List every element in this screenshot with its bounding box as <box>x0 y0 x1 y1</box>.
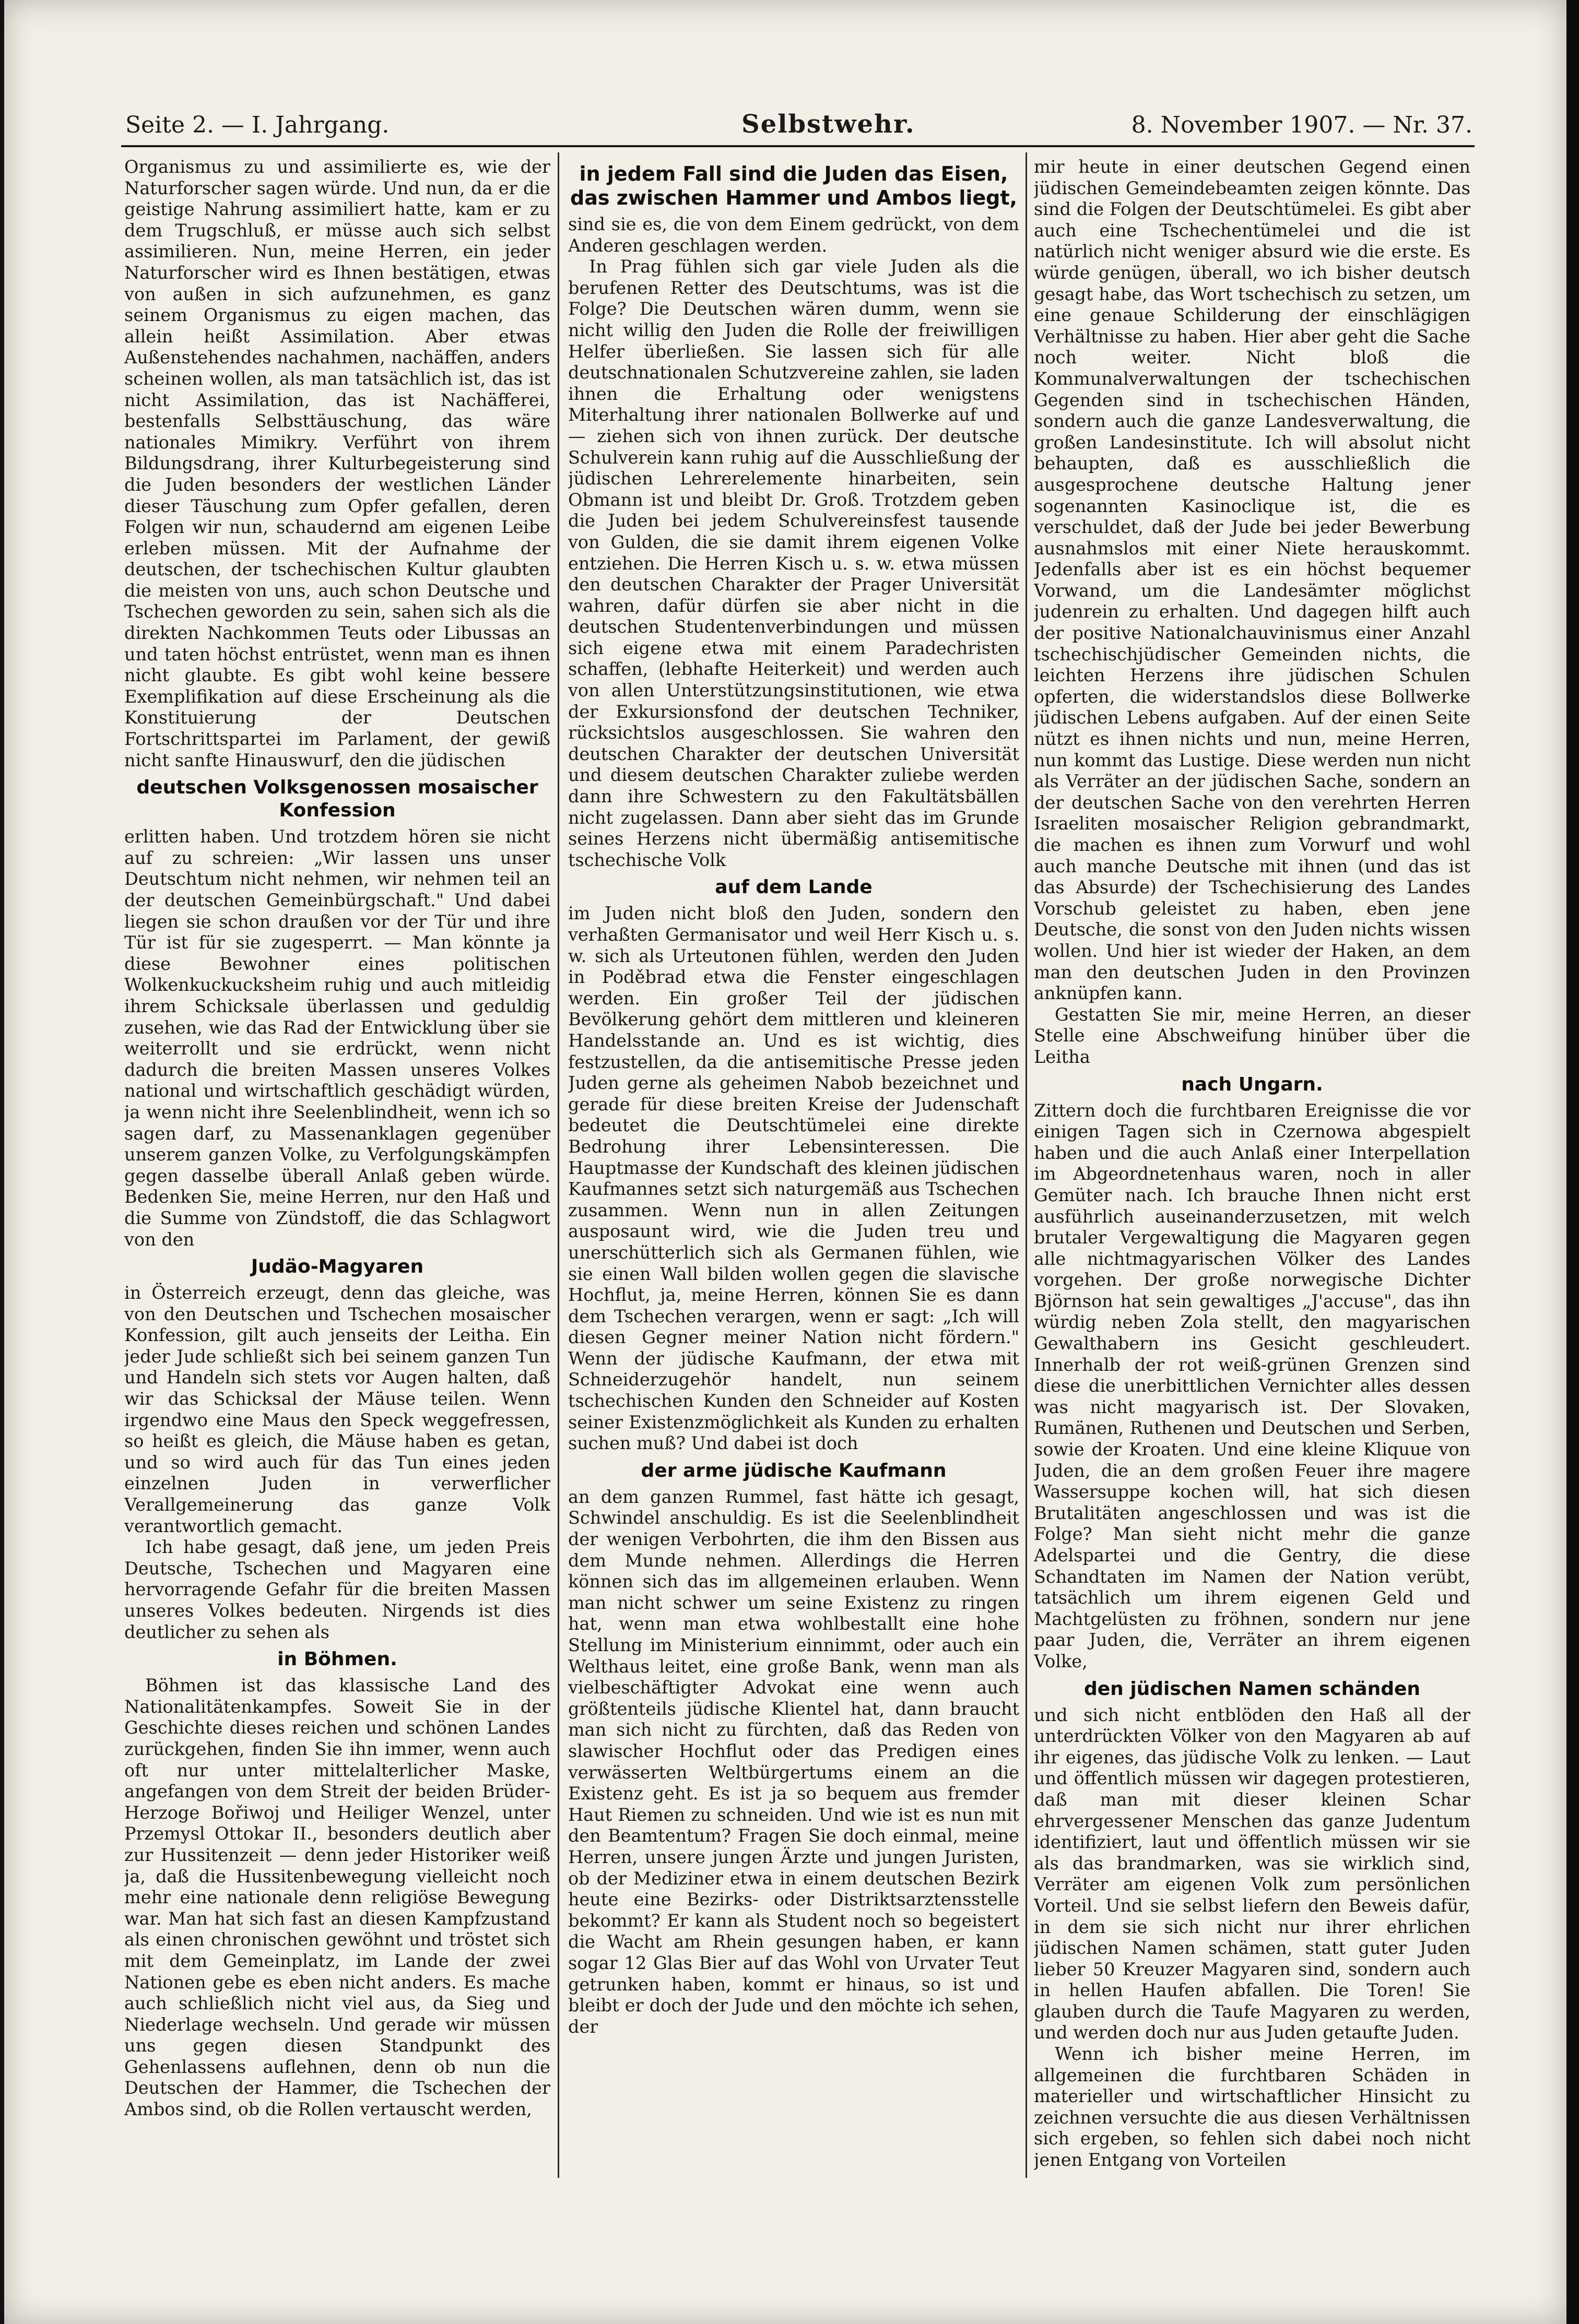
subheading: deutschen Volksgenossen mosaischer Konfession <box>136 777 538 822</box>
subheading: Judäo-Magyaren <box>251 1256 424 1278</box>
subheading: nach Ungarn. <box>1181 1073 1323 1095</box>
header-rule <box>121 145 1475 147</box>
paragraph: an dem ganzen Rummel, fast hätte ich gesagt, Schwindel anschuldig. Es ist die Seelenblindheit der wenigen Verbohrten, die ihm den Bissen aus dem Munde nehmen. Allerdings die Herren können sich das im allgemeinen erlauben. Wenn man nicht schwer um seine Existenz zu ringen hat, wenn man etwa wohlbestallt eine hohe Stellung im Ministerium einnimmt, oder auch ein Welthaus leitet, eine große Bank, wenn man als vielbeschäftigter Advokat eine wenn auch größtenteils jüdische Klientel hat, dann braucht man sich nicht zu fürchten, daß das Reden von slawischer Hochflut oder das Predigen eines verwässerten Weltbürgertums einem an die Existenz geht. Es ist ja so bequem aus fremder Haut Riemen zu schneiden. Und wie ist es nun mit den Beamtentum? Fragen Sie doch einmal, meine Herren, unsere jungen Ärzte und jungen Juristen, ob der Mediziner etwa in einem deutschen Bezirk heute eine Bezirks- oder Distriktsarztensstelle bekommt? Er kann als Student noch so begeistert die Wacht am Rhein gesungen haben, er kann sogar 12 Glas Bier auf das Wohl von Urvater Teut getrunken haben, kommt er hinaus, so ist und bleibt er doch der Jude und den möchte ich sehen, der <box>568 1486 1019 2037</box>
column-divider <box>558 152 559 2178</box>
paragraph: Zittern doch die furchtbaren Ereignisse die vor einigen Tagen sich in Czernowa abgespielt haben und die auch Anlaß einer Interpellation im Abgeordnetenhaus waren, noch in aller Gemüter nach. Ich brauche Ihnen nicht erst ausführlich auseinanderzusetzen, mit welch brutaler Vergewaltigung die Magyaren gegen alle nichtmagyarischen Völker des Landes vorgehen. Der große norwegische Dichter Björnson hat sein gewaltiges „J'accuse", das ihn würdig neben Zola stellt, den magyarischen Gewalthabern ins Gesicht geschleudert. Innerhalb der rot weiß-grünen Grenzen sind diese die unerbittlichen Vernichter alles dessen was nicht magyarisch ist. Der Slovaken, Rumänen, Ruthenen und Deutschen und Serben, sowie der Kroaten. Und eine kleine Kliquue von Juden, die an dem großen Feuer ihre magere Wassersuppe kochen will, hat sich diesen Brutalitäten angeschlossen und was ist die Folge? Man sieht nicht mehr die ganze Adelspartei und die Gentry, die diese Schandtaten im Namen der Nation verübt, tatsächlich um ihrem eigenen Geld und Machtgelüsten zu fröhnen, sondern nur jene paar Juden, die, Verräter an ihrem eigenen Volke, <box>1034 1100 1470 1671</box>
paragraph: Organismus zu und assimilierte es, wie der Naturforscher sagen würde. Und nun, da er die geistige Nahrung assimiliert hatte, kam er zu dem Trugschluß, er müsse auch sich selbst assimilieren. Nun, meine Herren, ein jeder Naturforscher wird es Ihnen bestätigen, etwas von außen in sich aufzunehmen, es ganz seinem Organismus zu eigen machen, das allein heißt Assimilation. Aber etwas Außenstehendes nachahmen, nachäffen, anders scheinen wollen, als man tatsächlich ist, das ist nicht Assimilation, das ist Nachäfferei, bestenfalls Selbsttäuschung, das wäre nationales Mimikry. Verführt von ihrem Bildungsdrang, ihrer Kulturbegeisterung sind die Juden besonders der westlichen Länder dieser Täuschung zum Opfer gefallen, deren Folgen wir nun, schaudernd am eigenen Leibe erleben müssen. Mit der Aufnahme der deutschen, der tschechischen Kultur glaubten die meisten von uns, auch schon Deutsche und Tschechen geworden zu sein, sahen sich als die direkten Nachkommen Teuts oder Libussas an und taten höchst entrüstet, wenn man es ihnen nicht glaubte. Es gibt wohl keine bessere Exemplifikation auf diese Erscheinung als die Konstituierung der Deutschen Fortschrittspartei im Parlament, der gewiß nicht sanfte Hinauswurf, den die jüdischen <box>124 157 550 770</box>
column-2 <box>568 157 1019 2172</box>
paragraph: in Österreich erzeugt, denn das gleiche, was von den Deutschen und Tschechen mosaischer Konfession, gilt auch jenseits der Leitha. Ein jeder Jude schließt sich bei seinem ganzen Tun und Handeln sich stets vor Augen halten, daß wir das Schicksal der Mäuse teilen. Wenn irgendwo eine Maus den Speck weggefressen, so heißt es gleich, die Mäuse haben es getan, und so wird auch für das Tun eines jeden einzelnen Juden in verwerflicher Verallgemeinerung das ganze Volk verantwortlich gemacht. <box>124 1283 550 1536</box>
paragraph: und sich nicht entblöden den Haß all der unterdrückten Völker von den Magyaren ab auf ihr eigenes, das jüdische Volk zu lenken. — Laut und öffentlich müssen wir dagegen protestieren, daß man mit dieser kleinen Schar ehrvergessener Menschen das ganze Judentum identifiziert, laut und öffentlich müssen wir sie als das brandmarken, was sie wirklich sind, Verräter am eigenen Volk zum persönlichen Vorteil. Und sie selbst liefern den Beweis dafür, in dem sie sich nicht nur ihrer ehrlichen jüdischen Namen schämen, statt guter Juden lieber 50 Kreuzer Magyaren sind, sondern auch in hellen Haufen abfallen. Die Toren! Sie glauben durch die Taufe Magyaren zu werden, und werden doch nur aus Juden getaufte Juden. <box>1034 1704 1470 2043</box>
subheading: auf dem Lande <box>715 876 873 898</box>
paragraph: In Prag fühlen sich gar viele Juden als die berufenen Retter des Deutschtums, was ist die Folge? Die Deutschen wären dumm, wenn sie nicht willig den Juden die Rolle der freiwilligen Helfer überließen. Sie lassen sich für alle deutschnationalen Schutzvereine zahlen, sie laden ihnen die Erhaltung oder wenigstens Miterhaltung ihrer nationalen Bollwerke auf und — ziehen sich von ihnen zurück. Der deutsche Schulverein kann ruhig auf die Ausschließung der jüdischen Lehrerelemente hinarbeiten, sein Obmann ist und bleibt Dr. Groß. Trotzdem geben die Juden bei jedem Schulvereinsfest tausende von Gulden, die sie damit ihrem eigenen Volke entziehen. Die Herren Kisch u. s. w. etwa müssen den deutschen Charakter der Prager Universität wahren, dafür dürfen sie aber nicht in die deutschen Studentenverbindungen und müssen sich eigene etwa mit einem Paradechristen schaffen, (lebhafte Heiterkeit) und werden auch von allen Unterstützungsinstitutionen, wie etwa der Exkursionsfond der deutschen Techniker, rücksichtslos ausgeschlossen. Sie wahren den deutschen Charakter der deutschen Universität und diesem deutschen Charakter zuliebe werden dann ihre Schwestern zu den Fakultätsbällen nicht zugelassen. Dann aber sieht das im Grunde seines Herzens nicht übermäßig antisemitische tschechische Volk <box>568 256 1019 870</box>
paragraph: im Juden nicht bloß den Juden, sondern den verhaßten Germanisator und weil Herr Kisch u. s. w. sich als Urteutonen fühlen, werden den Juden in Poděbrad etwa die Fenster eingeschlagen werden. Ein großer Teil der jüdischen Bevölkerung gehört dem mittleren und kleineren Handelsstande an. Und es ist wichtig, dies festzustellen, da die antisemitische Presse jeden Juden gerne als geheimen Nabob bezeichnet und gerade für diese breiten Kreise der Judenschaft bedeutet die Deutschtümelei eine direkte Bedrohung ihrer Lebensinteressen. Die Hauptmasse der Kundschaft des kleinen jüdischen Kaufmannes setzt sich naturgemäß aus Tschechen zusammen. Wenn nun in allen Zeitungen ausposaunt wird, wie die Juden treu und unerschütterlich sich als Germanen fühlen, wie sie einen Wall bilden wollen gegen die slavische Hochflut, ja, meine Herren, können Sie es dann dem Tschechen verargen, wenn er sagt: „Ich will diesen Gegner meiner Nation nicht fördern." Wenn der jüdische Kaufmann, der etwa mit Schneiderzugehör handelt, nun seinem tschechischen Kunden den Schneider auf Kosten seiner Existenzmöglichkeit als Kunden zu erhalten suchen muß? Und dabei ist doch <box>568 903 1019 1454</box>
subheading: in Böhmen. <box>277 1649 397 1670</box>
column-divider <box>1026 152 1027 2178</box>
paragraph: Böhmen ist das klassische Land des Nationalitätenkampfes. Soweit Sie in der Geschichte dieses reichen und schönen Landes zurückgehen, finden Sie ihn immer, wenn auch oft nur unter mittelalterlicher Maske, angefangen von dem Streit der beiden Brüder-Herzoge Bořiwoj und Heiliger Wenzel, unter Przemysl Ottokar II., besonders deutlich aber zur Hussitenzeit — denn jeder Historiker weiß ja, daß die Hussitenbewegung vielleicht noch mehr eine nationale denn religiöse Bewegung war. Man hat sich fast an diesen Kampfzustand als einen chronischen gewöhnt und tröstet sich mit dem Gemeinplatz, im Lande der zwei Nationen gebe es eben nicht anders. Es mache auch schließlich nicht viel aus, da Sieg und Niederlage wechseln. Und gerade wir müssen uns gegen diesen Standpunkt des Gehenlassens auflehnen, denn ob nun die Deutschen der Hammer, die Tschechen der Ambos sind, ob die Rollen vertauscht werden, <box>124 1675 550 2120</box>
page-header <box>125 104 1472 141</box>
scan-edge <box>1566 0 1579 2324</box>
subheading: der arme jüdische Kaufmann <box>641 1460 947 1481</box>
paragraph: erlitten haben. Und trotzdem hören sie nicht auf zu schreien: „Wir lassen uns unser Deutschtum nicht nehmen, wir nehmen teil an der deutschen Gemeinbürgschaft." Und dabei liegen sie schon draußen vor der Tür und ihre Tür ist für sie zugesperrt. — Man könnte ja diese Bewohner eines politischen Wolkenkuckucksheim ruhig und auch mitleidig ihrem Schicksale überlassen und geduldig zusehen, wie das Rad der Entwicklung über sie weiterrollt und sie erdrückt, wenn nicht dadurch die breiten Massen unseres Volkes national und wirtschaftlich geschädigt würden, ja wenn nicht ihre Seelenblindheit, wenn ich so sagen darf, zu Massenanklagen gegenüber unserem ganzen Volke, zu Verfolgungskämpfen gegen dasselbe überall Anlaß geben würde. Bedenken Sie, meine Herren, nur den Haß und die Summe von Zündstoff, die das Schlagwort von den <box>124 826 550 1250</box>
header-date-issue: 8. November 1907. — Nr. 37. <box>1131 112 1472 138</box>
masthead-title: Selbstwehr. <box>741 110 915 139</box>
header-page-number: Seite 2. — I. Jahrgang. <box>125 112 390 138</box>
column-1 <box>124 157 550 2172</box>
paragraph: sind sie es, die von dem Einem gedrückt, von dem Anderen geschlagen werden. <box>568 214 1019 256</box>
column-3 <box>1034 157 1470 2172</box>
subheading: in jedem Fall sind die Juden das Eisen, das zwischen Hammer und Ambos liegt, <box>570 162 1017 209</box>
paragraph: Wenn ich bisher meine Herren, im allgemeinen die furchtbaren Schäden in materieller und wirtschaftlicher Hinsicht zu zeichnen versuchte die aus diesen Verhältnissen sich ergeben, so fehlen sich dabei noch nicht jenen Entgang von Vorteilen <box>1034 2044 1470 2171</box>
subheading: den jüdischen Namen schänden <box>1083 1678 1421 1700</box>
paragraph: Ich habe gesagt, daß jene, um jeden Preis Deutsche, Tschechen und Magyaren eine hervorragende Gefahr für die breiten Massen unseres Volkes bedeuten. Nirgends ist dies deutlicher zu sehen als <box>124 1537 550 1642</box>
paragraph: mir heute in einer deutschen Gegend einen jüdischen Gemeindebeamten zeigen könnte. Das sind die Folgen der Deutschtümelei. Es gibt aber auch eine Tschechentümelei und die ist natürlich nicht weniger absurd wie die erste. Es würde genügen, überall, wo ich bisher deutsch gesagt habe, das Wort tschechisch zu setzen, um eine genaue Schilderung der einschlägigen Verhältnisse zu haben. Hier aber geht die Sache noch weiter. Nicht bloß die Kommunalverwaltungen der tschechischen Gegenden sind in tschechischen Händen, sondern auch die ganze Landesverwaltung, die großen Landesinstitute. Ich will absolut nicht behaupten, daß es ausschließlich die ausgesprochene deutsche Haltung jener sogenannten Kasinoclique ist, die es verschuldet, daß der Jude bei jeder Bewerbung ausnahmslos mit einer Niete herauskommt. Jedenfalls aber ist es ein höchst bequemer Vorwand, um die Landesämter möglichst judenrein zu erhalten. Und dagegen hilft auch der positive Nationalchauvinismus einer Anzahl tschechischjüdischer Gemeinden nichts, die leichten Herzens ihre jüdischen Schulen opferten, die widerstandslos diese Bollwerke jüdischen Lebens aufgaben. Auf der einen Seite nützt es ihnen nichts und nun, meine Herren, nun kommt das Lustige. Diese werden nun nicht als Verräter an der jüdischen Sache, sondern an der deutschen Sache von den verehrten Herren Israeliten mosaischer Religion gebrandmarkt, die machen es ihnen zum Vorwurf und wohl auch manche Deutsche mit ihnen (und das ist das Absurde) der Tschechisierung des Landes Vorschub geleistet zu haben, eben jene Deutsche, die sonst von den Juden nichts wissen wollen. Und hier ist wieder der Haken, an dem man den deutschen Juden in den Provinzen anknüpfen kann. <box>1034 157 1470 1004</box>
paragraph: Gestatten Sie mir, meine Herren, an dieser Stelle eine Abschweifung hinüber über die Leitha <box>1034 1004 1470 1067</box>
